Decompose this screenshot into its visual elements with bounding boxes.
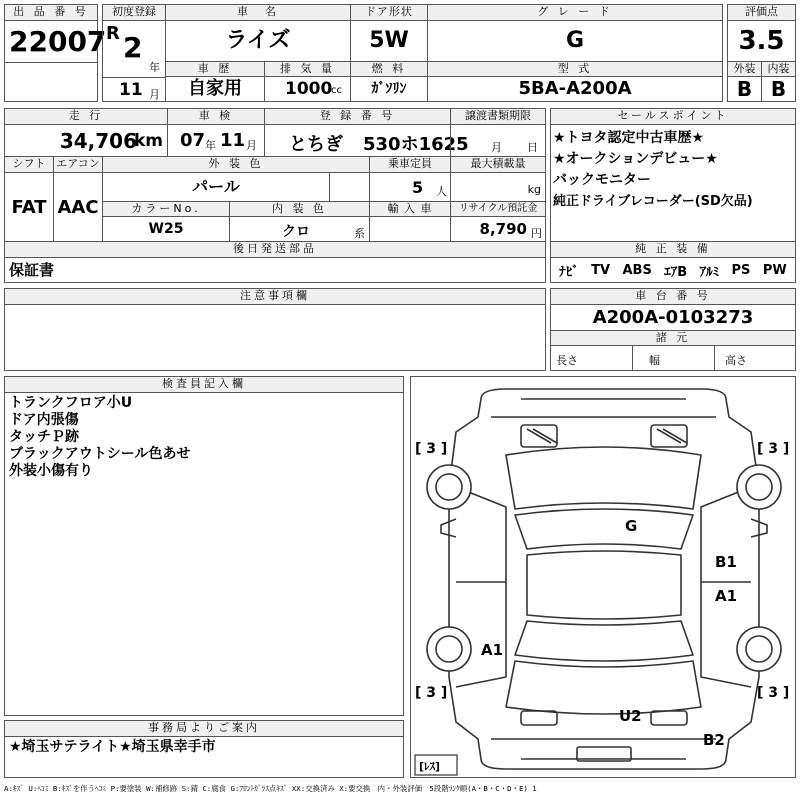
width-label: 幅	[649, 354, 660, 367]
door-box	[350, 20, 428, 62]
model-label: 型 式	[427, 61, 723, 77]
displacement-unit: cc	[331, 85, 342, 96]
capacity-unit: 人	[436, 185, 447, 198]
mileage-box	[4, 124, 168, 157]
office-note: ★埼玉サテライト★埼玉県幸手市	[9, 739, 216, 755]
lot-blank	[4, 62, 98, 102]
lot-number-box	[4, 20, 107, 63]
trunk	[506, 661, 701, 714]
sales-line: バックモニター	[553, 172, 651, 188]
exterior-box	[727, 76, 762, 102]
later-parts-box	[4, 257, 546, 283]
sales-label: セールスポイント	[550, 108, 796, 125]
registration-month: 11	[119, 80, 143, 100]
transfer-month-unit: 月	[491, 141, 502, 154]
int-color-unit: 系	[354, 227, 365, 240]
first-registration-label: 初度登録	[102, 4, 166, 21]
era: R	[106, 23, 120, 44]
door-label: ドア形状	[350, 4, 428, 21]
plate-label: 登 録 番 号	[264, 108, 451, 125]
transfer-deadline-box	[450, 124, 546, 157]
inspector-label: 検査員記入欄	[4, 376, 404, 393]
import-label: 輸 入 車	[369, 201, 451, 217]
interior-grade: B	[770, 77, 787, 101]
damage-mark-b1: B1	[715, 553, 737, 571]
max-load-unit: kg	[527, 183, 541, 196]
displacement-box	[264, 76, 351, 102]
plate-region: とちぎ	[289, 134, 343, 155]
mileage-unit: km	[133, 131, 163, 151]
equipment-tv: TV	[591, 262, 611, 278]
height-box	[714, 345, 796, 371]
equipment-abs: ABS	[622, 262, 652, 278]
max-load-label: 最大積載量	[450, 156, 546, 173]
first-registration-box	[102, 20, 166, 78]
lot-label: 出 品 番 号	[4, 4, 98, 21]
model-box	[427, 76, 723, 102]
office-label: 事務局よりご案内	[4, 720, 404, 737]
interior-label: 内装	[761, 61, 796, 77]
inspection-label: 車 検	[167, 108, 265, 125]
inspection-month-unit: 月	[246, 139, 257, 152]
transfer-day-unit: 日	[527, 141, 538, 154]
ac: AAC	[57, 197, 99, 218]
chassis-number: A200A-0103273	[592, 307, 754, 328]
grade-label: グ レ ー ド	[427, 4, 723, 21]
exterior-label: 外装	[727, 61, 762, 77]
rear-bumper	[491, 739, 716, 759]
windshield	[515, 509, 693, 549]
damage-mark-g: G	[625, 517, 638, 535]
damage-mark-b2: B2	[703, 731, 725, 749]
tire-tread-rear-right: [ 3 ]	[757, 685, 790, 701]
capacity: 5	[412, 178, 424, 197]
equipment-pw: PW	[762, 262, 787, 278]
chassis-box	[550, 304, 796, 331]
import-box	[369, 216, 451, 242]
inspector-note: ブラックアウトシール色あせ	[9, 446, 191, 462]
car-name-box	[165, 20, 351, 62]
hood	[506, 447, 701, 509]
ac-box	[53, 172, 103, 242]
fuel-label: 燃 料	[350, 61, 428, 77]
sales-box	[550, 124, 796, 242]
color-sub-box	[329, 172, 370, 202]
history-label: 車 歴	[165, 61, 265, 77]
int-color: クロ	[282, 224, 310, 240]
car-diagram	[410, 376, 796, 778]
body-outline	[449, 389, 759, 769]
ac-label: エアコン	[53, 156, 103, 173]
exterior-grade: B	[736, 77, 753, 101]
int-color-box	[229, 216, 370, 242]
inspector-note: 外装小傷有り	[9, 463, 93, 479]
equipment-ps: PS	[731, 262, 751, 278]
spare-tire: [ﾚｽ]	[419, 760, 441, 773]
capacity-label: 乗車定員	[369, 156, 451, 173]
car-name: ライズ	[225, 28, 291, 53]
score: 3.5	[738, 26, 785, 56]
damage-mark-a1-left: A1	[481, 641, 504, 659]
specs-label: 諸 元	[550, 330, 796, 346]
tire-tread-rear-left: [ 3 ]	[415, 685, 448, 701]
max-load-box	[450, 172, 546, 202]
inspection-year: 07	[180, 130, 206, 151]
front-bumper	[491, 399, 716, 417]
plate-number: 530ホ1625	[363, 134, 469, 155]
inspection-year-unit: 年	[205, 139, 216, 152]
length-label: 長さ	[556, 354, 578, 367]
car-name-label: 車 名	[165, 4, 351, 21]
displacement-label: 排 気 量	[264, 61, 351, 77]
interior-box	[761, 76, 796, 102]
equipment-label: 純 正 装 備	[550, 241, 796, 258]
equipment-navi: ﾅﾋﾞ	[559, 264, 579, 280]
registration-month-box	[102, 77, 166, 102]
model-code: 5BA-A200A	[518, 78, 632, 99]
length-box	[550, 345, 633, 371]
color-box	[102, 172, 330, 202]
tire-tread-front-right: [ 3 ]	[757, 441, 790, 457]
grade-box	[427, 20, 723, 62]
damage-mark-a1-right: A1	[715, 587, 738, 605]
plate-box	[264, 124, 469, 157]
grade: G	[565, 28, 585, 53]
history: 自家用	[188, 78, 242, 99]
color-no-box	[102, 216, 230, 242]
caution-label: 注意事項欄	[4, 288, 546, 305]
inspector-note: ドア内張傷	[9, 412, 79, 428]
color-label: 外 装 色	[102, 156, 370, 173]
inspector-note: トランクフロア小U	[9, 395, 133, 411]
mileage-label: 走 行	[4, 108, 168, 125]
equipment-alloy: ｱﾙﾐ	[699, 264, 720, 280]
shift-label: シフト	[4, 156, 54, 173]
roof	[527, 551, 681, 619]
shift-box	[4, 172, 54, 242]
recycle-unit: 円	[531, 227, 542, 240]
color-no: W25	[148, 221, 184, 237]
capacity-box	[369, 172, 451, 202]
equipment-box	[550, 257, 796, 283]
transfer-deadline-label: 譲渡書類期限	[450, 108, 546, 125]
chassis-label: 車 台 番 号	[550, 288, 796, 305]
damage-mark-u2: U2	[619, 707, 642, 725]
sales-line: ★トヨタ認定中古車歴★	[553, 130, 705, 146]
recycle-fee: 8,790	[479, 220, 527, 238]
rear-window	[515, 621, 693, 661]
inspection-box	[167, 124, 265, 157]
door-type: 5W	[369, 28, 409, 53]
sales-line: 純正ドライブレコーダー(SD欠品)	[553, 194, 753, 209]
taillight-left	[521, 711, 557, 725]
recycle-label: リサイクル預託金	[450, 201, 546, 217]
sales-line: ★オークションデビュー★	[553, 151, 718, 167]
equipment-airbag: ｴｱB	[664, 264, 688, 280]
month-unit: 月	[149, 88, 160, 101]
registration-year: 2	[123, 31, 143, 64]
inspection-month: 11	[220, 130, 246, 151]
recycle-box	[450, 216, 546, 242]
fuel-box	[350, 76, 428, 102]
lot-number: 22007	[9, 25, 107, 58]
office-box	[4, 736, 404, 778]
score-label: 評価点	[727, 4, 796, 21]
width-box	[632, 345, 715, 371]
later-parts: 保証書	[9, 261, 55, 279]
int-color-label: 内 装 色	[229, 201, 370, 217]
color-no-label: カラーNo.	[102, 201, 230, 217]
inspector-box	[4, 392, 404, 716]
score-box	[727, 20, 796, 62]
caution-box	[4, 304, 546, 371]
later-parts-label: 後日発送部品	[4, 241, 546, 258]
year-unit: 年	[149, 61, 160, 74]
legend: A:ｷｽﾞ U:ﾍｺﾐ B:ｷｽﾞを伴うﾍｺﾐ P:要塗装 W:補修跡 S:錆 C:腐食 G:ﾌﾛﾝﾄｶﾞﾗｽ点ｷｽﾞ XX:交換済み X:要交換 内・外装評価 5段階ﾗﾝｸ順(A・B・C・D・E) 1	[4, 784, 537, 793]
tire-tread-front-left: [ 3 ]	[415, 441, 448, 457]
displacement: 1000	[285, 79, 333, 99]
car-outline-svg	[411, 377, 797, 779]
inspector-note: タッチＰ跡	[9, 429, 79, 445]
taillight-right	[651, 711, 687, 725]
fuel: ｶﾞｿﾘﾝ	[371, 81, 407, 97]
height-label: 高さ	[725, 354, 747, 367]
mileage: 34,706	[59, 129, 137, 153]
history-box	[165, 76, 265, 102]
color: パール	[192, 177, 240, 196]
shift: FAT	[11, 197, 47, 218]
